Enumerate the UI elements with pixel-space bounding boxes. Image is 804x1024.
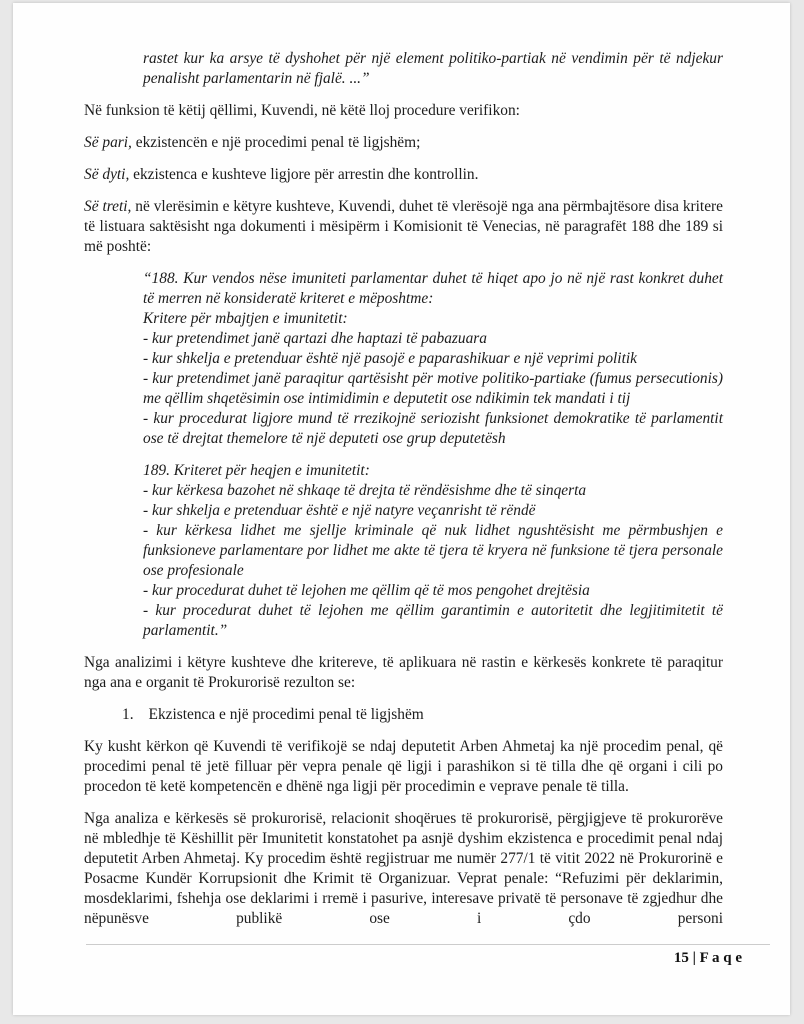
paragraph-condition-description: Ky kusht kërkon që Kuvendi të verifikojë se ndaj deputetit Arben Ahmetaj ka një procedim penal, që procedimi penal të jetë filluar për vepra penale që ligji i parashikon si të tilla dhe që organi i cili po procedon të ketë kompetencën e dhënë nga ligji për procedimin e veprave penale të tilla. — [84, 738, 723, 795]
blockquote-188-line: - kur shkelja e pretenduar është një pasojë e paparashikuar e një veprimi politik — [143, 350, 637, 367]
blockquote-188-line: - kur pretendimet janë qartazi dhe haptazi të pabazuara — [143, 330, 487, 347]
blockquote-188-line: Kritere për mbajtjen e imunitetit: — [143, 310, 348, 327]
list-item-1-number: 1. — [122, 706, 134, 723]
page-number: 15 | F a q e — [673, 950, 742, 966]
blockquote-189-line: - kur shkelja e pretenduar është e një natyre veçanrisht të rëndë — [143, 502, 536, 519]
blockquote-criteria-189 — [143, 461, 723, 641]
blockquote-189-line: - kur procedurat duhet të lejohen me qëllim që të mos pengohet drejtësia — [143, 582, 590, 599]
se-dyti-rest: ekzistenca e kushteve ligjore për arrestin dhe kontrollin. — [129, 166, 479, 183]
paragraph-se-treti — [84, 197, 723, 257]
blockquote-188-line: - kur pretendimet janë paraqitur qartësisht për motive politiko-partiake (fumus persecutionis) me qëllim shqetësimin ose intimidimin e deputetit ose ndikimin tek mandati i tij — [143, 370, 723, 407]
se-dyti-lead: Së dyti, — [84, 166, 130, 183]
se-treti-lead: Së treti, — [84, 198, 132, 215]
paragraph-prosecution-analysis: Nga analiza e kërkesës së prokurorisë, relacionit shoqërues të prokurorisë, përgjigjeve të prokurorëve në mbledhje të Këshillit për Imunitetit konstatohet pa asnjë dyshim ekzistenca e procedimit penal ndaj deputetit Arben Ahmetaj. Ky procedim është regjistruar me numër 277/1 të vitit 2022 në Prokurorinë e Posacme Kundër Korrupsionit dhe Krimit të Organizuar. Veprat penale: “Refuzimi për deklarimin, mosdeklarimi, fshehja ose deklarimi i rremë i pasurive, interesave privatë të personave të zgjedhur dhe nëpunësve publikë ose i çdo personi — [84, 810, 723, 927]
blockquote-188-line: “188. Kur vendos nëse imuniteti parlamentar duhet të hiqet apo jo në një rast konkret duhet të merren në konsideratë kriteret e mëposhtme: — [143, 270, 723, 307]
document-page — [13, 3, 790, 1015]
blockquote-189-line: - kur procedurat duhet të lejohen me qëllim garantimin e autoritetit dhe legjitimitetit të parlamentit.” — [143, 602, 723, 639]
se-pari-lead: Së pari, — [84, 134, 132, 151]
paragraph-analysis-intro: Nga analizimi i këtyre kushteve dhe kritereve, të aplikuara në rastin e kërkesës konkrete të paraqitur nga ana e organit të Prokurorisë rezulton se: — [84, 654, 723, 691]
blockquote-189-line: - kur kërkesa lidhet me sjellje kriminale që nuk lidhet ngushtësisht me përmbushjen e funksioneve parlamentare por lidhet me akte të tjera të kryera në funksione të tjera personale ose profesionale — [143, 522, 723, 579]
page-body-text — [84, 49, 723, 941]
paragraph-se-pari — [84, 133, 723, 153]
page-footer — [86, 944, 770, 967]
blockquote-188-line: - kur procedurat ligjore mund të rrezikojnë seriozisht funksionet demokratike të parlamentit ose të drejtat themelore të një deputeti ose grup deputetësh — [143, 410, 723, 447]
blockquote-189-line: 189. Kriteret për heqjen e imunitetit: — [143, 462, 370, 479]
list-item-1-label: Ekzistenca e një procedimi penal të ligjshëm — [148, 706, 424, 723]
list-item-1 — [122, 705, 723, 725]
paragraph-verification-intro: Në funksion të këtij qëllimi, Kuvendi, në këtë lloj procedure verifikon: — [84, 102, 520, 119]
paragraph-se-dyti — [84, 165, 723, 185]
se-pari-rest: ekzistencën e një procedimi penal të ligjshëm; — [131, 134, 421, 151]
blockquote-189-line: - kur kërkesa bazohet në shkaqe të drejta të rëndësishme dhe të sinqerta — [143, 482, 587, 499]
blockquote-criteria-188 — [143, 269, 723, 449]
intro-blockquote: rastet kur ka arsye të dyshohet për një element politiko-partiak në vendimin për të ndjekur penalisht parlamentarin në fjalë. ...” — [143, 50, 723, 87]
se-treti-rest: në vlerësimin e këtyre kushteve, Kuvendi, duhet të vlerësojë nga ana përmbajtësore disa kritere të listuara saktësisht nga dokumenti i mësipërm i Komisionit të Venecias, në paragrafët 188 dhe 189 si më poshtë: — [84, 198, 723, 255]
